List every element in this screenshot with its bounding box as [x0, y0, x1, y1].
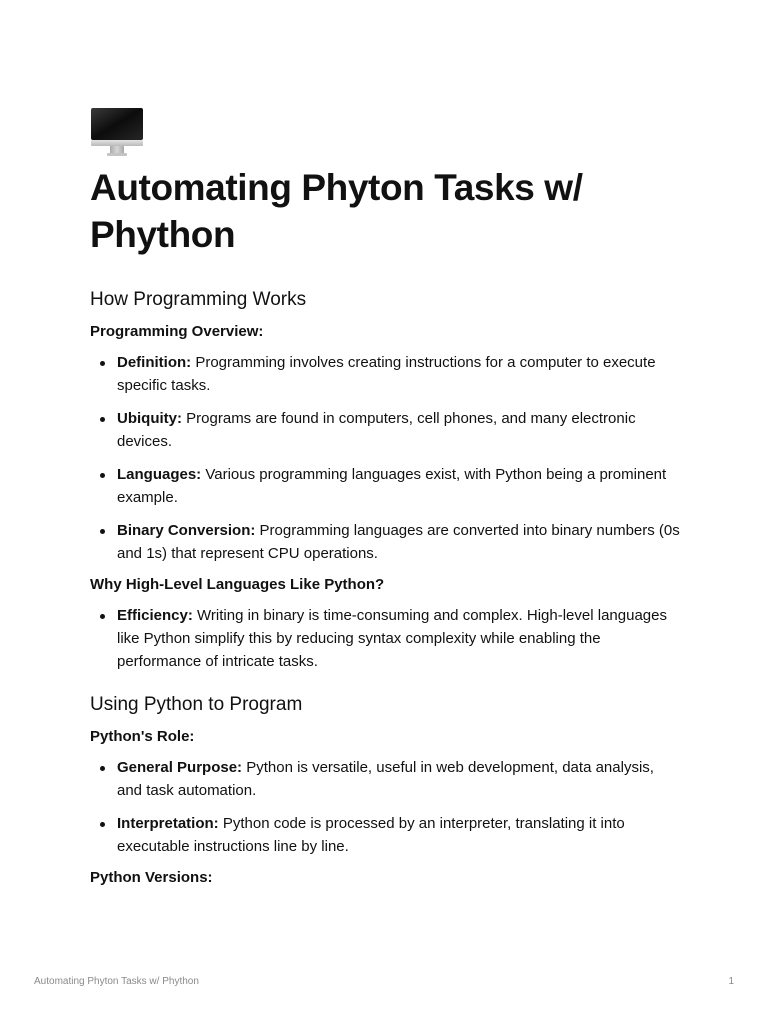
list-item-term: Binary Conversion:	[117, 522, 256, 539]
list-item-term: General Purpose:	[117, 759, 243, 776]
list-item-term: Interpretation:	[117, 815, 219, 832]
desktop-computer-icon	[90, 107, 144, 157]
section-heading: Using Python to Program	[90, 694, 303, 715]
page-title: Automating Phyton Tasks w/ Phython	[90, 167, 583, 255]
bullet-list	[90, 604, 680, 673]
list-item	[90, 756, 680, 802]
subheading: Programming Overview:	[90, 323, 264, 340]
bullet-icon	[100, 473, 105, 478]
bullet-list	[90, 351, 680, 565]
list-item-text: Programs are found in computers, cell phones, and many electronic devices.	[117, 410, 636, 450]
footer-title: Automating Phyton Tasks w/ Phython	[34, 976, 199, 987]
bullet-icon	[100, 766, 105, 771]
bullet-icon	[100, 417, 105, 422]
bullet-icon	[100, 529, 105, 534]
list-item-term: Efficiency:	[117, 607, 193, 624]
list-item-text: Writing in binary is time-consuming and complex. High-level languages like Python simplify this by reducing syntax complexity while enabling the performance of intricate tasks.	[117, 607, 667, 670]
list-item-term: Definition:	[117, 354, 192, 371]
section-heading: How Programming Works	[90, 289, 307, 310]
subheading: Python's Role:	[90, 728, 195, 745]
subheading: Why High-Level Languages Like Python?	[90, 576, 385, 593]
list-item	[90, 519, 680, 565]
list-item-term: Ubiquity:	[117, 410, 182, 427]
list-item	[90, 604, 680, 673]
list-item	[90, 463, 680, 509]
list-item	[90, 407, 680, 453]
list-item-term: Languages:	[117, 466, 202, 483]
list-item-text: Various programming languages exist, with Python being a prominent example.	[117, 466, 667, 506]
list-item	[90, 351, 680, 397]
bullet-icon	[100, 822, 105, 827]
bullet-icon	[100, 361, 105, 366]
document-body	[90, 286, 680, 889]
list-item-text: Python is versatile, useful in web development, data analysis, and task automation.	[117, 759, 654, 799]
bullet-icon	[100, 614, 105, 619]
subheading: Python Versions:	[90, 869, 213, 886]
list-item	[90, 812, 680, 858]
list-item-text: Programming languages are converted into binary numbers (0s and 1s) that represent CPU operations.	[117, 522, 680, 562]
list-item-text: Python code is processed by an interpreter, translating it into executable instructions line by line.	[117, 815, 625, 855]
list-item-text: Programming involves creating instructions for a computer to execute specific tasks.	[117, 354, 656, 394]
page-number: 1	[728, 976, 734, 987]
bullet-list	[90, 756, 680, 858]
